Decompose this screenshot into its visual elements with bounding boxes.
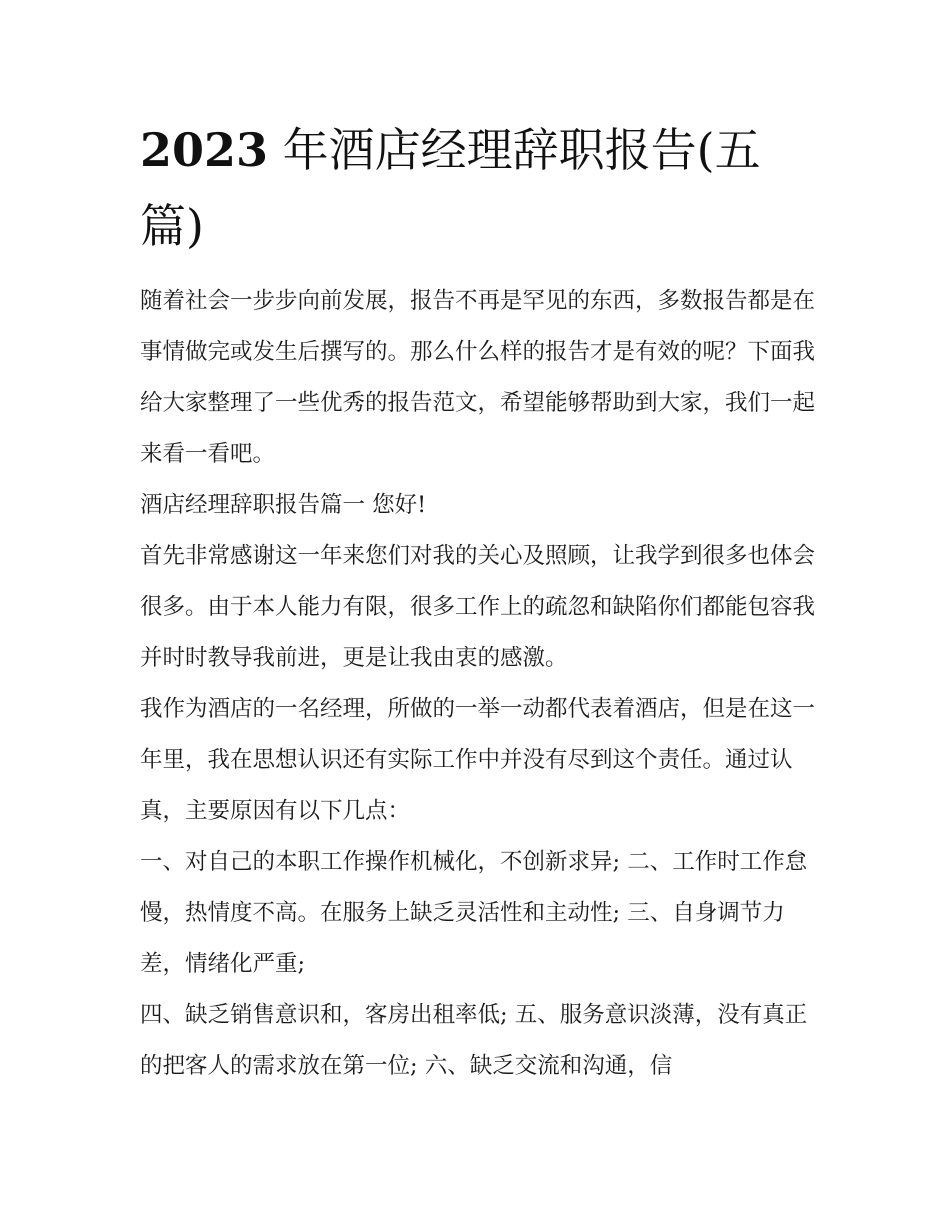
paragraph-intro: 随着社会一步步向前发展，报告不再是罕见的东西，多数报告都是在事情做完或发生后撰写的。那么什么样的报告才是有效的呢？下面我给大家整理了一些优秀的报告范文，希望能够帮助到大家，我们一起来看一看吧。 [140,288,816,467]
document-title [140,112,820,264]
paragraph-thanks: 首先非常感谢这一年来您们对我的关心及照顾，让我学到很多也体会很多。由于本人能力有限，很多工作上的疏忽和缺陷你们都能包容我并时时教导我前进，更是让我由衷的感激。 [140,543,816,671]
title-text: 年酒店经理辞职报告(五篇) [140,123,761,253]
paragraph-greeting: 酒店经理辞职报告篇一 您好! [140,492,427,518]
document-body [140,276,820,1092]
paragraph-reasons-1: 一、对自己的本职工作操作机械化，不创新求异; 二、工作时工作怠慢，热情度不高。在服务上缺乏灵活性和主动性; 三、自身调节力差，情绪化严重; [140,849,808,977]
paragraph-responsibility: 我作为酒店的一名经理，所做的一举一动都代表着酒店，但是在这一年里，我在思想认识还有实际工作中并没有尽到这个责任。通过认真，主要原因有以下几点： [140,696,816,824]
title-year: 2023 [140,123,269,177]
paragraph-reasons-2: 四、缺乏销售意识和，客房出租率低; 五、服务意识淡薄，没有真正的把客人的需求放在第一位; 六、缺乏交流和沟通，信 [140,1002,808,1079]
